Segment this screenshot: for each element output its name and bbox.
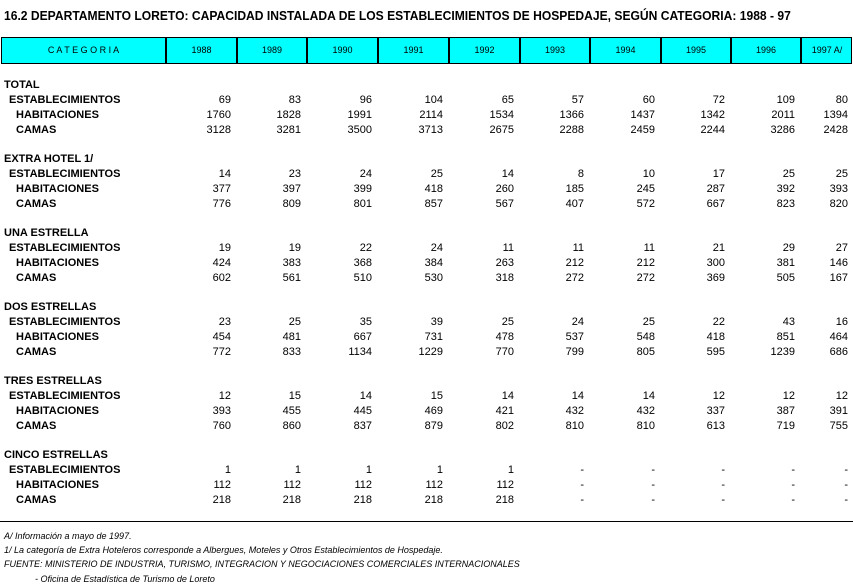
cell-value: 387 [776, 405, 795, 417]
row-label: CAMAS [16, 420, 57, 432]
row-label: ESTABLECIMIENTOS [9, 316, 121, 328]
header-year: 1988 [167, 38, 238, 63]
cell-value: 318 [495, 272, 514, 284]
cell-value: 667 [353, 331, 372, 343]
cell-value: 537 [565, 331, 584, 343]
cell-value: 445 [353, 405, 372, 417]
cell-value: 3286 [770, 124, 795, 136]
cell-value: 80 [835, 94, 848, 106]
cell-value: 1 [436, 464, 443, 476]
row-label: CAMAS [16, 346, 57, 358]
cell-value: 801 [353, 198, 372, 210]
cell-value: 2675 [489, 124, 514, 136]
cell-value: - [721, 464, 725, 476]
cell-value: 23 [218, 316, 231, 328]
cell-value: 15 [288, 390, 301, 402]
cell-value: - [844, 494, 848, 506]
header-year: 1992 [450, 38, 521, 63]
cell-value: 572 [636, 198, 655, 210]
cell-value: 1366 [559, 109, 584, 121]
cell-value: 2459 [630, 124, 655, 136]
section-title: EXTRA HOTEL 1/ [4, 153, 94, 165]
cell-value: 83 [288, 94, 301, 106]
cell-value: 595 [706, 346, 725, 358]
cell-value: - [651, 479, 655, 491]
cell-value: 112 [425, 479, 443, 491]
row-label: HABITACIONES [16, 109, 99, 121]
cell-value: 12 [218, 390, 231, 402]
cell-value: 1 [294, 464, 301, 476]
cell-value: 272 [636, 272, 655, 284]
divider [0, 521, 853, 522]
cell-value: - [791, 464, 795, 476]
cell-value: 104 [424, 94, 443, 106]
cell-value: 11 [502, 242, 514, 254]
cell-value: 112 [354, 479, 372, 491]
cell-value: 272 [565, 272, 584, 284]
cell-value: 731 [424, 331, 443, 343]
cell-value: 263 [495, 257, 514, 269]
header-year: 1997 A/ [811, 45, 843, 55]
cell-value: 381 [776, 257, 795, 269]
cell-value: - [580, 464, 584, 476]
cell-value: 851 [776, 331, 795, 343]
cell-value: 770 [495, 346, 514, 358]
row-label: CAMAS [16, 198, 57, 210]
cell-value: 29 [782, 242, 795, 254]
cell-value: 146 [829, 257, 848, 269]
cell-value: 11 [643, 242, 655, 254]
cell-value: 109 [776, 94, 795, 106]
cell-value: 22 [712, 316, 725, 328]
cell-value: 860 [282, 420, 301, 432]
cell-value: 24 [359, 168, 372, 180]
cell-value: 454 [212, 331, 231, 343]
cell-value: 805 [636, 346, 655, 358]
row-label: CAMAS [16, 494, 57, 506]
cell-value: 12 [782, 390, 795, 402]
cell-value: 218 [424, 494, 443, 506]
cell-value: 2244 [700, 124, 725, 136]
row-label: ESTABLECIMIENTOS [9, 168, 121, 180]
cell-value: 602 [212, 272, 231, 284]
cell-value: 432 [565, 405, 584, 417]
cell-value: - [580, 494, 584, 506]
cell-value: 478 [495, 331, 514, 343]
cell-value: 613 [706, 420, 725, 432]
cell-value: 799 [565, 346, 584, 358]
cell-value: 2288 [559, 124, 584, 136]
cell-value: 112 [496, 479, 514, 491]
cell-value: 399 [353, 183, 372, 195]
cell-value: 1534 [489, 109, 514, 121]
cell-value: 39 [430, 316, 443, 328]
cell-value: 25 [782, 168, 795, 180]
cell-value: 469 [424, 405, 443, 417]
cell-value: 14 [218, 168, 231, 180]
cell-value: 212 [636, 257, 655, 269]
source-office: - Oficina de Estadística de Turismo de Loreto [35, 574, 215, 584]
cell-value: 383 [282, 257, 301, 269]
header-year: 1989 [238, 38, 308, 63]
cell-value: 10 [642, 168, 655, 180]
cell-value: 245 [636, 183, 655, 195]
row-label: HABITACIONES [16, 183, 99, 195]
row-label: ESTABLECIMIENTOS [9, 94, 121, 106]
header-year: 1995 [662, 38, 732, 63]
cell-value: 2011 [771, 109, 795, 121]
table-header [1, 37, 852, 64]
cell-value: 567 [495, 198, 514, 210]
cell-value: 421 [495, 405, 514, 417]
cell-value: 14 [501, 168, 514, 180]
cell-value: 60 [642, 94, 655, 106]
cell-value: 1394 [823, 109, 848, 121]
cell-value: 802 [495, 420, 514, 432]
cell-value: 35 [359, 316, 372, 328]
cell-value: 384 [424, 257, 443, 269]
cell-value: 397 [282, 183, 301, 195]
header-categoria: C A T E G O R I A [2, 38, 167, 63]
cell-value: - [791, 494, 795, 506]
source-note: FUENTE: MINISTERIO DE INDUSTRIA, TURISMO, INTEGRACION Y NEGOCIACIONES COMERCIALES INTERNACIONALES [4, 559, 520, 569]
cell-value: 393 [829, 183, 848, 195]
section-title: UNA ESTRELLA [4, 227, 89, 239]
cell-value: 260 [495, 183, 514, 195]
section-title: CINCO ESTRELLAS [4, 449, 108, 461]
cell-value: 377 [212, 183, 231, 195]
cell-value: 407 [565, 198, 584, 210]
cell-value: 185 [565, 183, 584, 195]
cell-value: 1134 [348, 346, 372, 358]
cell-value: 561 [282, 272, 301, 284]
cell-value: - [580, 479, 584, 491]
cell-value: 548 [636, 331, 655, 343]
cell-value: 43 [782, 316, 795, 328]
cell-value: 857 [424, 198, 443, 210]
row-label: HABITACIONES [16, 257, 99, 269]
cell-value: 19 [218, 242, 231, 254]
cell-value: 22 [359, 242, 372, 254]
cell-value: 1 [224, 464, 231, 476]
cell-value: 837 [353, 420, 372, 432]
cell-value: 218 [212, 494, 231, 506]
cell-value: 218 [353, 494, 372, 506]
cell-value: 1239 [770, 346, 795, 358]
cell-value: 424 [212, 257, 231, 269]
cell-value: 14 [359, 390, 372, 402]
cell-value: 19 [288, 242, 301, 254]
header-year: 1990 [308, 38, 379, 63]
table-title: 16.2 DEPARTAMENTO LORETO: CAPACIDAD INSTALADA DE LOS ESTABLECIMIENTOS DE HOSPEDAJE, SEGÚN CATEGORIA: 1988 - 97 [4, 8, 791, 23]
cell-value: 15 [430, 390, 443, 402]
cell-value: 393 [212, 405, 231, 417]
row-label: CAMAS [16, 124, 57, 136]
cell-value: 667 [706, 198, 725, 210]
cell-value: 464 [829, 331, 848, 343]
cell-value: 3713 [418, 124, 443, 136]
cell-value: 2428 [823, 124, 848, 136]
cell-value: 505 [776, 272, 795, 284]
section-title: TOTAL [4, 79, 40, 91]
cell-value: 218 [495, 494, 514, 506]
row-label: ESTABLECIMIENTOS [9, 242, 121, 254]
header-year: 1996 [732, 38, 802, 63]
cell-value: 833 [282, 346, 301, 358]
cell-value: 481 [282, 331, 301, 343]
cell-value: 27 [835, 242, 848, 254]
cell-value: 1828 [276, 109, 301, 121]
cell-value: 368 [353, 257, 372, 269]
cell-value: 300 [706, 257, 725, 269]
cell-value: - [721, 479, 725, 491]
cell-value: 820 [829, 198, 848, 210]
cell-value: 432 [636, 405, 655, 417]
row-label: HABITACIONES [16, 405, 99, 417]
cell-value: 25 [288, 316, 301, 328]
cell-value: 12 [712, 390, 725, 402]
cell-value: 24 [571, 316, 584, 328]
cell-value: 25 [835, 168, 848, 180]
cell-value: 96 [359, 94, 372, 106]
cell-value: 65 [501, 94, 514, 106]
cell-value: 167 [829, 272, 848, 284]
cell-value: 2114 [419, 109, 443, 121]
cell-value: 1437 [630, 109, 655, 121]
cell-value: 418 [424, 183, 443, 195]
cell-value: 369 [706, 272, 725, 284]
cell-value: - [651, 464, 655, 476]
cell-value: - [791, 479, 795, 491]
cell-value: 3500 [347, 124, 372, 136]
footnote-a: A/ Información a mayo de 1997. [4, 531, 132, 541]
header-year: 1994 [591, 38, 662, 63]
cell-value: - [651, 494, 655, 506]
cell-value: 455 [282, 405, 301, 417]
cell-value: 287 [706, 183, 725, 195]
cell-value: 25 [642, 316, 655, 328]
cell-value: - [844, 464, 848, 476]
cell-value: 23 [288, 168, 301, 180]
row-label: CAMAS [16, 272, 57, 284]
cell-value: 1342 [700, 109, 725, 121]
cell-value: 510 [353, 272, 372, 284]
cell-value: 14 [571, 390, 584, 402]
cell-value: 760 [212, 420, 231, 432]
cell-value: 17 [712, 168, 725, 180]
cell-value: 1760 [206, 109, 231, 121]
header-year: 1993 [521, 38, 591, 63]
cell-value: 24 [430, 242, 443, 254]
cell-value: 57 [571, 94, 584, 106]
cell-value: 1991 [347, 109, 372, 121]
cell-value: 16 [835, 316, 848, 328]
cell-value: 218 [282, 494, 301, 506]
cell-value: 418 [706, 331, 725, 343]
row-label: ESTABLECIMIENTOS [9, 390, 121, 402]
cell-value: 823 [776, 198, 795, 210]
cell-value: 21 [712, 242, 725, 254]
cell-value: 810 [565, 420, 584, 432]
cell-value: 25 [501, 316, 514, 328]
cell-value: 112 [213, 479, 231, 491]
cell-value: 3281 [276, 124, 301, 136]
footnote-1: 1/ La categoría de Extra Hoteleros corresponde a Albergues, Moteles y Otros Establecimientos de Hospedaje. [4, 545, 443, 555]
cell-value: 719 [776, 420, 795, 432]
cell-value: 755 [829, 420, 848, 432]
cell-value: 686 [829, 346, 848, 358]
cell-value: 879 [424, 420, 443, 432]
cell-value: 776 [212, 198, 231, 210]
cell-value: 12 [835, 390, 848, 402]
cell-value: 25 [430, 168, 443, 180]
cell-value: 392 [776, 183, 795, 195]
section-title: DOS ESTRELLAS [4, 301, 97, 313]
row-label: HABITACIONES [16, 331, 99, 343]
cell-value: 391 [829, 405, 848, 417]
cell-value: 809 [282, 198, 301, 210]
row-label: HABITACIONES [16, 479, 99, 491]
cell-value: - [721, 494, 725, 506]
row-label: ESTABLECIMIENTOS [9, 464, 121, 476]
cell-value: 1 [365, 464, 372, 476]
cell-value: 1229 [418, 346, 443, 358]
cell-value: 112 [283, 479, 301, 491]
cell-value: 72 [712, 94, 725, 106]
cell-value: 11 [572, 242, 584, 254]
cell-value: 14 [642, 390, 655, 402]
cell-value: 8 [577, 168, 584, 180]
cell-value: 14 [501, 390, 514, 402]
cell-value: 1 [507, 464, 514, 476]
cell-value: 69 [218, 94, 231, 106]
cell-value: 212 [565, 257, 584, 269]
header-year: 1991 [379, 38, 450, 63]
cell-value: 772 [212, 346, 231, 358]
cell-value: 810 [636, 420, 655, 432]
section-title: TRES ESTRELLAS [4, 375, 102, 387]
cell-value: - [844, 479, 848, 491]
cell-value: 530 [424, 272, 443, 284]
cell-value: 337 [706, 405, 725, 417]
cell-value: 3128 [206, 124, 231, 136]
